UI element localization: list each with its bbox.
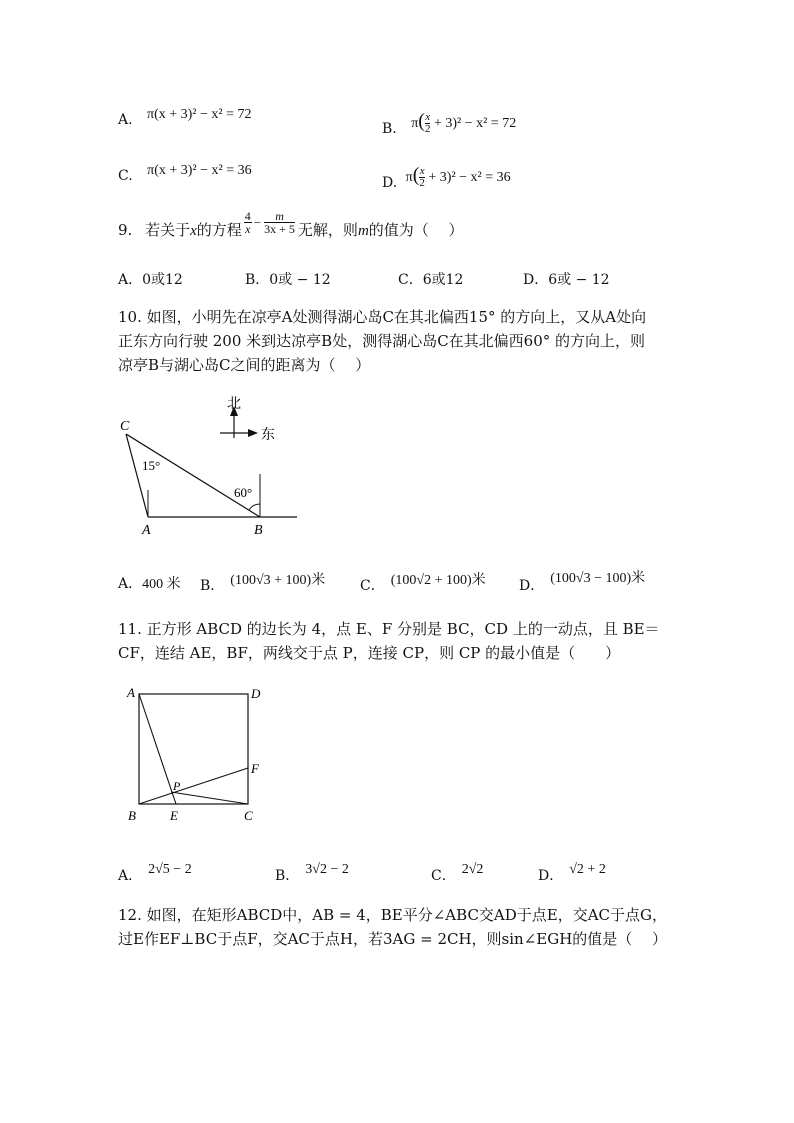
q10-option-c-value: (100√2 + 100)米 xyxy=(390,573,486,588)
q8-option-d xyxy=(382,164,511,189)
q10-angle-15: 15° xyxy=(142,458,161,473)
q11-option-d-label: D． xyxy=(538,868,564,884)
q11-option-b xyxy=(275,858,349,884)
q8-option-b-num: x xyxy=(425,111,431,124)
q9-text-d: 的值为（ ） xyxy=(368,221,464,239)
q10-line-3: 凉亭B与湖心岛C之间的距离为（ ） xyxy=(118,356,371,374)
q9-stem xyxy=(118,209,464,245)
q10-figure xyxy=(110,390,310,540)
arrow-right-icon xyxy=(248,429,258,437)
q10-line-1: 10. 如图，小明先在凉亭A处测得湖心岛C在其北偏西15° 的方向上，又从A处向 xyxy=(118,308,647,326)
q11-option-c-label: C． xyxy=(431,868,456,884)
q8-option-b-label: B. xyxy=(382,121,397,137)
q10-segment-cb xyxy=(126,434,260,517)
q10-option-a xyxy=(118,573,181,593)
q8-option-d-pi: π xyxy=(405,170,413,185)
q11-point-f: F xyxy=(251,761,259,776)
q11-line-1: 11. 正方形 ABCD 的边长为 4，点 E、F 分别是 BC，CD 上的一动点，且 BE＝ xyxy=(118,620,660,638)
q11-line-2: CF，连结 AE，BF，两线交于点 P，连接 CP，则 CP 的最小值是（ ） xyxy=(118,644,621,662)
q12-line-1: 12. 如图，在矩形ABCD中，AB = 4，BE平分∠ABC交AD于点E，交AC于点G， xyxy=(118,906,668,924)
q11-option-a xyxy=(118,858,192,884)
q11-segment-bf xyxy=(139,768,248,804)
q10-segment-ca xyxy=(126,434,148,517)
q8-option-a xyxy=(118,107,252,129)
q11-segment-cp xyxy=(171,792,248,804)
q10-option-b-value: (100√3 + 100)米 xyxy=(230,573,326,588)
q9-frac2-num: m xyxy=(264,210,295,223)
q11-option-a-value: 2√5 − 2 xyxy=(148,862,192,877)
q8-option-b-expr: π( $\frac{x}{2}$ + 3)² − x² = 72 xyxy=(411,110,517,136)
q8-option-b-pi: π xyxy=(411,116,419,131)
q9-frac2-den: 3x + 5 xyxy=(264,222,295,236)
q8-option-d-label: D. xyxy=(382,175,398,191)
q11-option-b-value: 3√2 − 2 xyxy=(305,862,349,877)
q10-option-b-label: B． xyxy=(200,578,225,594)
q9-var-m: m xyxy=(357,223,369,239)
q9-frac1-den: x xyxy=(245,222,251,236)
q9-option-b: B．0或 − 12 xyxy=(245,272,331,288)
q8-option-d-den: 2 xyxy=(419,177,425,190)
q11-square xyxy=(139,694,248,804)
q11-segment-ae xyxy=(139,694,176,804)
q8-option-d-expr: π( $\frac{x}{2}$ + 3)² − x² = 36 xyxy=(405,164,511,190)
q9-number: 9. xyxy=(118,221,133,239)
q9-text-c: 无解，则 xyxy=(297,221,358,239)
q11-option-c-value: 2√2 xyxy=(461,862,484,877)
q10-option-d-value: (100√3 − 100)米 xyxy=(550,571,646,586)
q8-option-c-label: C. xyxy=(118,168,133,184)
q8-option-d-rest: + 3)² − x² = 36 xyxy=(424,170,511,185)
q11-point-p: P xyxy=(173,779,181,793)
q11-option-b-label: B． xyxy=(275,868,300,884)
q8-option-c xyxy=(118,163,252,185)
q11-figure xyxy=(124,684,264,826)
q10-option-c xyxy=(360,569,486,594)
q8-option-c-expr: π(x + 3)² − x² = 36 xyxy=(147,163,252,178)
q8-option-b xyxy=(382,110,516,135)
q11-point-a: A xyxy=(127,685,135,700)
q11-point-e: E xyxy=(170,808,178,823)
q11-point-c: C xyxy=(244,808,253,823)
q10-point-a: A xyxy=(142,523,151,538)
q11-option-d xyxy=(538,858,606,884)
q9-text-a: 若关于 xyxy=(145,221,191,239)
q10-angle-arc-b xyxy=(249,504,260,510)
q10-east-label: 东 xyxy=(261,428,275,443)
q10-angle-60: 60° xyxy=(234,485,253,500)
q10-line-2: 正东方向行驶 200 米到达凉亭B处，测得湖心岛C在其北偏西60° 的方向上，则 xyxy=(118,332,646,350)
q8-option-b-rest: + 3)² − x² = 72 xyxy=(430,116,517,131)
q12-line-2: 过E作EF⊥BC于点F，交AC于点H，若3AG = 2CH，则sin∠EGH的值是（ ） xyxy=(118,930,668,948)
q9-option-a: A．0或12 xyxy=(118,272,183,288)
q10-option-c-label: C． xyxy=(360,578,385,594)
q10-point-c: C xyxy=(120,419,130,434)
q9-option-d: D．6或 − 12 xyxy=(523,272,610,288)
q10-option-b xyxy=(200,569,326,594)
q9-frac1-num: 4 xyxy=(244,209,251,223)
q8-option-d-num: x xyxy=(419,165,425,178)
q11-option-d-value: √2 + 2 xyxy=(569,862,606,877)
q9-fraction-2 xyxy=(264,210,295,235)
q10-point-b: B xyxy=(254,523,263,538)
q10-option-d xyxy=(519,567,646,594)
q10-north-label: 北 xyxy=(227,397,241,412)
q10-option-d-label: D． xyxy=(519,578,545,594)
q11-option-a-label: A． xyxy=(118,868,143,884)
q9-var-x: x xyxy=(190,223,197,239)
q11-option-c xyxy=(431,858,484,884)
q9-option-c: C．6或12 xyxy=(398,272,464,288)
q10-option-a-value: 400 米 xyxy=(142,577,181,592)
q8-option-a-label: A. xyxy=(118,112,133,128)
q9-fraction-1 xyxy=(244,210,252,235)
q9-minus: − xyxy=(253,215,262,230)
q11-point-d: D xyxy=(251,686,261,701)
q11-point-b: B xyxy=(128,808,136,823)
q8-option-b-den: 2 xyxy=(424,123,431,136)
q8-option-a-expr: π(x + 3)² − x² = 72 xyxy=(147,107,252,122)
q10-option-a-label: A． xyxy=(118,576,143,592)
q9-text-b: 的方程 xyxy=(196,221,242,239)
